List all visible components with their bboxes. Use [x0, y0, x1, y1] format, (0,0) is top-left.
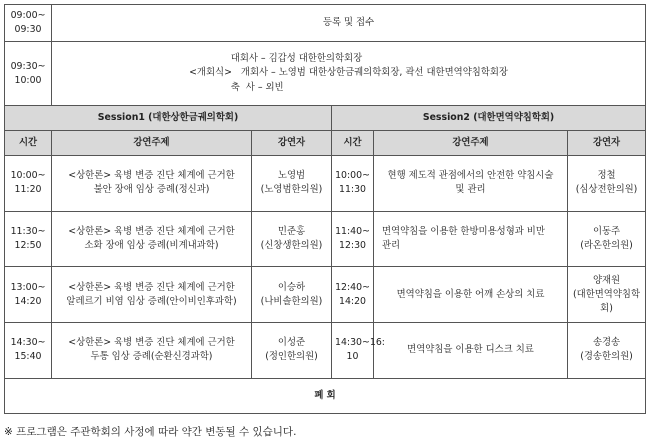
session1-time: 13:00~ 14:20	[5, 267, 52, 323]
session2-time: 11:40~ 12:30	[332, 211, 374, 267]
session2-speaker: 송경송 (경송한의원)	[568, 323, 646, 379]
session2-speaker: 정철 (심상전한의원)	[568, 155, 646, 211]
opening-time: 09:30~ 10:00	[5, 42, 52, 106]
session1-speaker: 이성준 (정인한의원)	[252, 323, 332, 379]
session1-title: Session1 (대한상한금궤의학회)	[5, 106, 332, 131]
schedule-table	[4, 4, 646, 414]
session2-header-speaker: 강연자	[568, 130, 646, 155]
session1-time: 10:00~ 11:20	[5, 155, 52, 211]
session2-topic: 현행 제도적 관점에서의 안전한 약침시술 및 관리	[374, 155, 568, 211]
session1-speaker: 노영범 (노영범한의원)	[252, 155, 332, 211]
registration-label: 등록 및 접수	[52, 5, 646, 42]
session1-topic: <상한론> 육병 변증 진단 체계에 근거한 두통 임상 증례(순환신경과학)	[52, 323, 252, 379]
session2-time: 14:30~16: 10	[332, 323, 374, 379]
footnote: ※ 프로그램은 주관학회의 사정에 따라 약간 변동될 수 있습니다.	[4, 426, 297, 438]
session1-speaker: 이승하 (나비솔한의원)	[252, 267, 332, 323]
session1-header-topic: 강연주제	[52, 130, 252, 155]
table-row	[5, 211, 646, 267]
session2-topic: 면역약침을 이용한 어깨 손상의 치료	[374, 267, 568, 323]
session1-topic: <상한론> 육병 변증 진단 체계에 근거한 알레르기 비염 임상 증례(안이비인후과학)	[52, 267, 252, 323]
table-row	[5, 267, 646, 323]
closing-label: 폐 회	[5, 378, 646, 413]
session1-header-time: 시간	[5, 130, 52, 155]
registration-row	[5, 5, 646, 42]
session2-topic: 면역약침을 이용한 디스크 치료	[374, 323, 568, 379]
opening-line-1: 대회사 – 김갑성 대한한의학회장	[189, 52, 363, 64]
opening-content	[52, 42, 646, 106]
session2-time: 12:40~ 14:20	[332, 267, 374, 323]
session2-time: 10:00~ 11:30	[332, 155, 374, 211]
session1-topic: <상한론> 육병 변증 진단 체계에 근거한 불안 장애 임상 증례(정신과)	[52, 155, 252, 211]
column-header-row	[5, 130, 646, 155]
session2-title: Session2 (대한면역약침학회)	[332, 106, 646, 131]
opening-line-3: 축 사 – 외빈	[189, 81, 284, 93]
session1-topic: <상한론> 육병 변증 진단 체계에 근거한 소화 장애 임상 증례(비계내과학)	[52, 211, 252, 267]
opening-row	[5, 42, 646, 106]
session2-topic: 면역약침을 이용한 한방미용성형과 비만 관리	[374, 211, 568, 267]
session1-time: 11:30~ 12:50	[5, 211, 52, 267]
table-row	[5, 155, 646, 211]
session2-speaker: 이동주 (라온한의원)	[568, 211, 646, 267]
table-row	[5, 323, 646, 379]
closing-row	[5, 378, 646, 413]
session1-speaker: 민준홍 (신창생한의원)	[252, 211, 332, 267]
session-title-row	[5, 106, 646, 131]
session1-header-speaker: 강연자	[252, 130, 332, 155]
session1-time: 14:30~ 15:40	[5, 323, 52, 379]
session2-header-topic: 강연주제	[374, 130, 568, 155]
registration-time: 09:00~ 09:30	[5, 5, 52, 42]
session2-speaker: 양재원 (대한면역약침학회)	[568, 267, 646, 323]
session2-header-time: 시간	[332, 130, 374, 155]
opening-line-2: <개회식> 개회사 – 노영범 대한상한금궤의학회장, 곽선 대한면역약침학회장	[189, 67, 508, 79]
opening-text	[189, 52, 508, 96]
